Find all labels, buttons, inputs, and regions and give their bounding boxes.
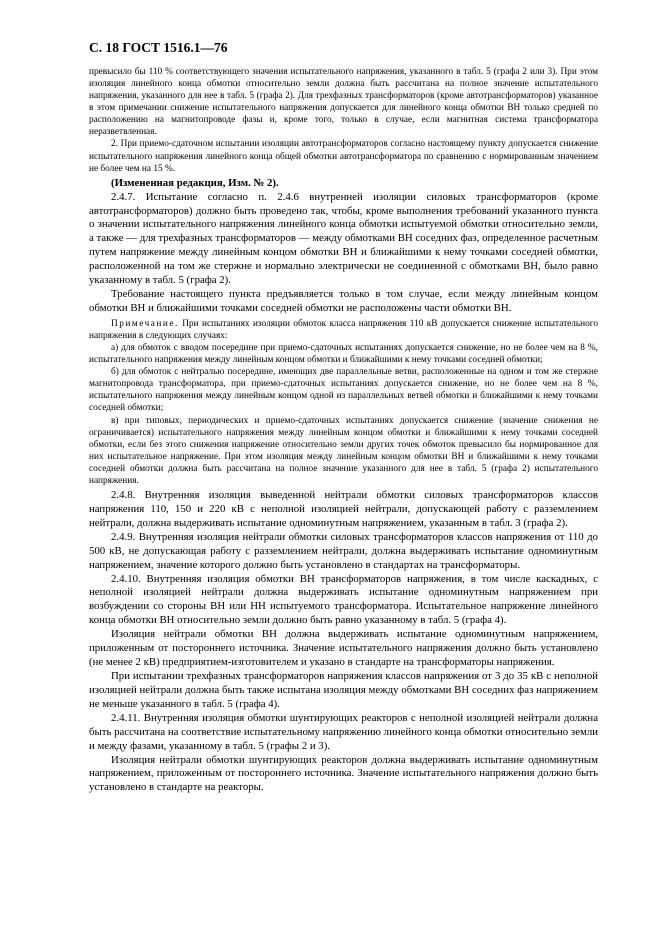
clause-2-4-10: 2.4.10. Внутренняя изоляция обмотки ВН трансформаторов напряжения, в том числе каскадных, с неполной изоляцией нейтрали должна выдерживать испытание одноминутным напряжением при возбуждении со стороны ВН или НН испытуемого трансформатора. Испытательное напряжение линейного конца обмотки ВН относительно земли должно быть равно указанному в табл. 5 (графа 4).	[89, 572, 598, 627]
note-label: Примечание.	[111, 318, 179, 329]
clause-2-4-11: 2.4.11. Внутренняя изоляция обмотки шунтирующих реакторов с неполной изоляцией нейтрали должна быть рассчитана на соответствие испытательному напряжению линейного конца обмотки относительно земли и между фазами, указанному в табл. 5 (графы 2 и 3).	[89, 711, 598, 752]
clause-2-4-9: 2.4.9. Внутренняя изоляция нейтрали обмотки силовых трансформаторов классов напряжения от 110 до 500 кВ, не допускающая работу с разземлением нейтрали, должна выдерживать испытание одноминутным напряжением, значение которого должно быть установлено в стандартах на трансформаторы.	[89, 530, 598, 571]
note-2: 2. При приемо-сдаточном испытании изоляции автотрансформаторов согласно настоящему пункту допускается снижение испытательного напряжения линейного конца общей обмотки автотрансформатора по сравнению с нормированным значением не более чем на 15 %.	[89, 139, 598, 174]
amendment-note: (Измененная редакция, Изм. № 2).	[111, 176, 279, 189]
note-case-a: а) для обмоток с вводом посередине при приемо-сдаточных испытаниях допускается снижение, но не более чем на 8 %, испытательного напряжения между линейным концом обмотки и ближайшими к нему точками соседней обмотки;	[89, 343, 598, 366]
document-page	[89, 40, 598, 795]
clause-2-4-8: 2.4.8. Внутренняя изоляция выведенной нейтрали обмотки силовых трансформаторов классов напряжения 110, 150 и 220 кВ с неполной изоляцией нейтрали, допускающей работу с разземлением нейтрали, должна выдерживать испытание одноминутным напряжением, указанным в табл. 3 (графа 2).	[89, 489, 598, 529]
page-header: С. 18 ГОСТ 1516.1—76	[89, 40, 228, 55]
clause-2-4-10-three-phase: При испытании трехфазных трансформаторов напряжения классов напряжения от 3 до 35 кВ с неполной изоляцией нейтрали должна быть также испытана изоляция между обмотками ВН соседних фаз напряжением не меньше указанного в табл. 5 (графа 4).	[89, 670, 598, 710]
clause-2-4-10-neutral: Изоляция нейтрали обмотки ВН должна выдерживать испытание одноминутным напряжением, приложенным от постороннего источника. Значение испытательного напряжения должно быть установлено (не менее 2 кВ) предприятием-изготовителем и указано в стандарте на трансформаторы напряжения.	[89, 628, 598, 669]
note-110kv	[89, 318, 598, 342]
clause-2-4-11-neutral: Изоляция нейтрали обмотки шунтирующих реакторов должна выдерживать испытание одноминутным напряжением, приложенным от постороннего источника. Значение испытательного напряжения должно быть установлено в стандарте на реакторы.	[89, 753, 598, 794]
note-case-v: в) при типовых, периодических и приемо-сдаточных испытаниях допускается снижение (значение снижения не ограничивается) испытательного напряжения между линейным концом обмотки и ближайшими к нему точками соседней обмотки, если без этого снижения напряжение относительно земли других точек обмоток превысило бы нормированное для них испытательное напряжение. При этом изоляция между линейным концом обмотки ВН и ближайшими к нему точками соседней обмотки должна быть рассчитана на полное значение указанного для нее в табл. 5 (графа 2) испытательного напряжения.	[89, 415, 598, 486]
clause-2-4-7: 2.4.7. Испытание согласно п. 2.4.6 внутренней изоляции силовых трансформаторов (кроме автотрансформаторов) должно быть проведено так, чтобы, кроме выполнения требований указанного пункта о значении испытательного напряжения линейного конца обмотки испытуемой обмотки относительно земли, а также — для трехфазных трансформаторов — между обмотками ВН соседних фаз, определенное расчетным путем напряжение между линейным концом обмотки ВН и ближайшими к нему точками соседней обмотки, расположенной на том же стержне и нормально электрически не соединенной с обмотками ВН, было равно указанному в табл. 5 (графа 2).	[89, 190, 598, 287]
note-text: При испытаниях изоляции обмоток класса напряжения 110 кВ допускается снижение испытательного напряжения в следующих случаях:	[89, 318, 598, 341]
clause-2-4-7-requirement: Требование настоящего пункта предъявляется только в том случае, если между линейным концом обмотки ВН и ближайшими точками соседней обмотки не расположены части обмотки ВН.	[89, 288, 598, 314]
note-case-b: б) для обмоток с нейтралью посередине, имеющих две параллельные ветви, расположенные на одном и том же стержне магнитопровода трансформатора, при приемо-сдаточных испытаниях допускается снижение, но не более чем на 8 %, испытательного напряжения между линейным концом одной из параллельных ветвей обмотки и ближайшими к нему точками соседней обмотки;	[89, 367, 598, 414]
note-continuation: превысило бы 110 % соответствующего значения испытательного напряжения, указанного в табл. 5 (графа 2 или 3). При этом изоляция линейного конца обмотки относительно земли должна быть рассчитана на полное значение испытательного напряжения, указанного для нее в табл. 5 (графа 2). Для трехфазных трансформаторов (кроме автотрансформаторов) указанное в этом примечании снижение испытательного напряжения допускается для линейного конца обмотки ВН только средней по расположению на магнитопроводе фазы и, кроме того, только в случае, если магнитная система трансформатора неразветвленная.	[89, 67, 598, 138]
